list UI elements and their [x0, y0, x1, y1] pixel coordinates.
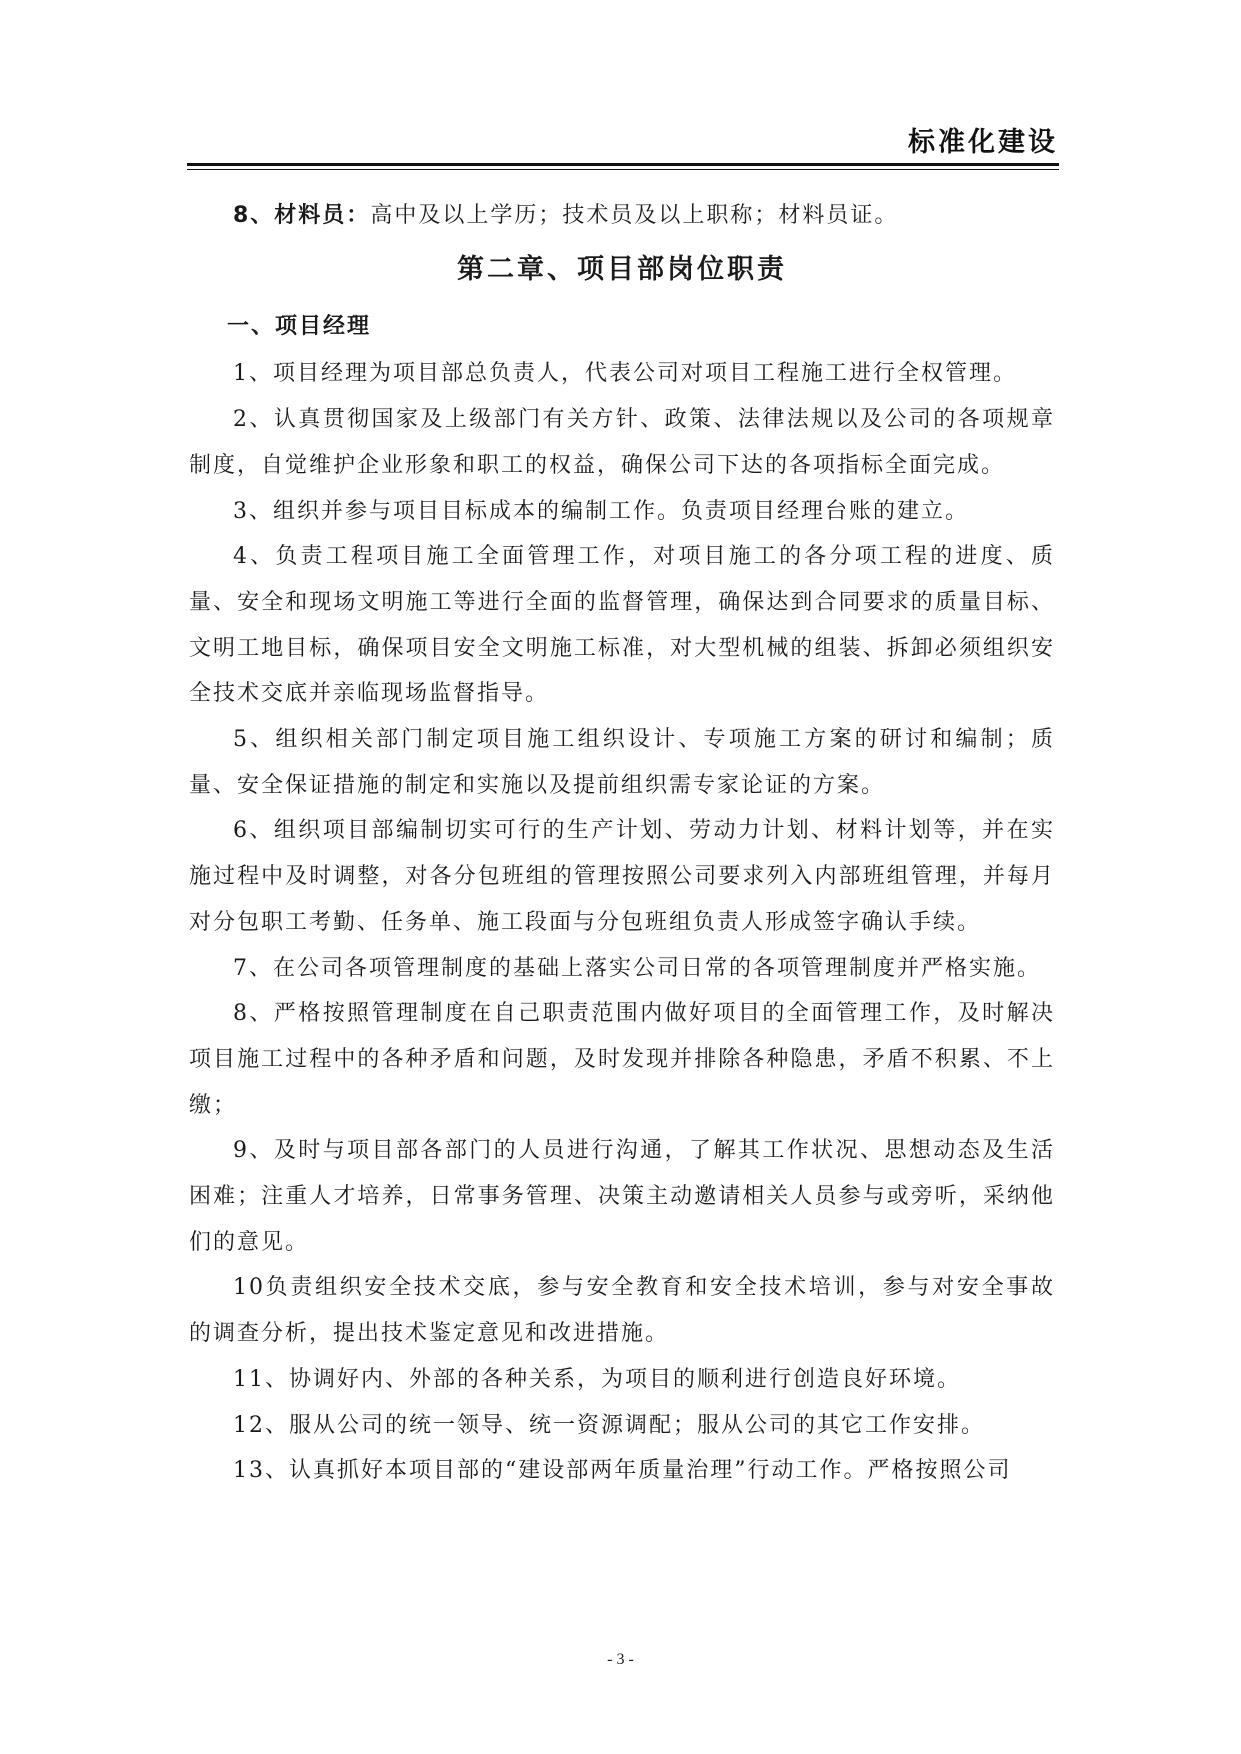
paragraph-3: 3、组织并参与项目目标成本的编制工作。负责项目经理台账的建立。: [233, 498, 969, 524]
paragraph-9: 9、及时与项目部各部门的人员进行沟通，了解其工作状况、思想动态及生活困难；注重人才培养，日常事务管理、决策主动邀请相关人员参与或旁听，采纳他们的意见。: [189, 1138, 1055, 1255]
intro-label: 8、材料员：: [233, 203, 371, 228]
intro-line: [189, 193, 1055, 239]
paragraph-8: 8、严格按照管理制度在自己职责范围内做好项目的全面管理工作，及时解决项目施工过程中的各种矛盾和问题，及时发现并排除各种隐患，矛盾不积累、不上缴；: [189, 1001, 1055, 1118]
paragraph-12: 12、服从公司的统一领导、统一资源调配；服从公司的其它工作安排。: [233, 1412, 985, 1438]
paragraph-7: 7、在公司各项管理制度的基础上落实公司日常的各项管理制度并严格实施。: [233, 955, 1041, 981]
paragraph-4: 4、负责工程项目施工全面管理工作，对项目施工的各分项工程的进度、质量、安全和现场文明施工等进行全面的监督管理，确保达到合同要求的质量目标、文明工地目标，确保项目安全文明施工标准，对大型机械的组装、拆卸必须组织安全技术交底并亲临现场监督指导。: [189, 544, 1055, 707]
header-rule-thin: [187, 169, 1059, 170]
section-title: 一、项目经理: [227, 313, 372, 339]
paragraph-11: 11、协调好内、外部的各种关系，为项目的顺利进行创造良好环境。: [233, 1366, 961, 1392]
paragraph-10: 10负责组织安全技术交底，参与安全教育和安全技术培训，参与对安全事故的调查分析，提出技术鉴定意见和改进措施。: [189, 1275, 1055, 1347]
header-rule-thick: [187, 163, 1059, 166]
document-body: [189, 193, 1055, 1494]
header-title: 标准化建设: [908, 127, 1058, 158]
chapter-title: 第二章、项目部岗位职责: [457, 253, 787, 285]
paragraph-13: 13、认真抓好本项目部的“建设部两年质量治理”行动工作。严格按照公司: [233, 1458, 1012, 1484]
intro-text: 高中及以上学历；技术员及以上职称；材料员证。: [370, 203, 899, 228]
page-number: - 3 -: [607, 1651, 634, 1668]
paragraph-1: 1、项目经理为项目部总负责人，代表公司对项目工程施工进行全权管理。: [233, 361, 1017, 387]
paragraph-6: 6、组织项目部编制切实可行的生产计划、劳动力计划、材料计划等，并在实施过程中及时调整，对各分包班组的管理按照公司要求列入内部班组管理，并每月对分包职工考勤、任务单、施工段面与分包班组负责人形成签字确认手续。: [189, 818, 1055, 935]
paragraph-2: 2、认真贯彻国家及上级部门有关方针、政策、法律法规以及公司的各项规章制度，自觉维护企业形象和职工的权益，确保公司下达的各项指标全面完成。: [189, 407, 1055, 478]
paragraph-5: 5、组织相关部门制定项目施工组织设计、专项施工方案的研讨和编制；质量、安全保证措施的制定和实施以及提前组织需专家论证的方案。: [189, 727, 1055, 798]
